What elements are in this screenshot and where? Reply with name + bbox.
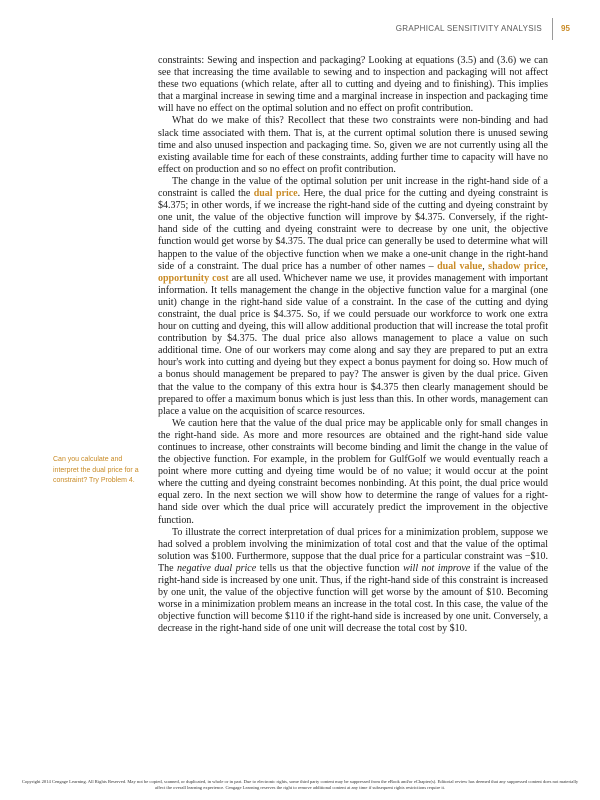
- page-header: [0, 0, 600, 40]
- paragraph-3-text-b: . Here, the dual price for the cutting and dyeing constraint is $4.375; in other words, if we increase the right-hand side of the cutting and dyeing constraint by one unit, the value of the objective function will improve by $4.375. Conversely, if the right-hand side of the cutting and dyeing constraint were to decrease by one unit, the objective function would get worse by $4.375. The dual price can generally be used to determine what will happen to the value of the objective function when we make a one-unit change in the right-hand side of a constraint. The dual price has a number of other names –: [158, 188, 548, 272]
- paragraph-4: We caution here that the value of the dual price may be applicable only for small changes in the right-hand side. As more and more resources are obtained and the right-hand side value continues to increase, other constraints will become binding and limit the change in the value of the objective function. For example, in the problem for GulfGolf we would eventually reach a point where more cutting and dyeing time would be of no value; it would occur at the point where the cutting and dyeing constraint becomes nonbinding. At this point, the dual price would equal zero. In the next section we will show how to determine the range of values for a right-hand side over which the dual price will accurately predict the improvement in the objective function.: [158, 417, 548, 526]
- paragraph-5-text-a: To illustrate the correct interpretation of dual prices for a minimization problem, suppose we had solved a problem involving the minimization of total cost and that the value of the optimal solution was $100. Furthermore, suppose that the dual price for a particular constraint was −$10. The: [158, 526, 548, 574]
- paragraph-3-text-a: The change in the value of the optimal solution per unit increase in the right-hand side of a constraint is called the: [158, 175, 548, 200]
- emphasis-will-not-improve: will not improve: [403, 562, 471, 574]
- term-opportunity-cost: opportunity cost: [158, 272, 229, 284]
- running-title: GRAPHICAL SENSITIVITY ANALYSIS: [395, 24, 542, 33]
- margin-note: Can you calculate and interpret the dual price for a constraint? Try Problem 4.: [53, 456, 139, 484]
- paragraph-1: constraints: Sewing and inspection and packaging? Looking at equations (3.5) and (3.6) we can see that increasing the time available to sewing and to inspection and packaging will not affect these two equations (which relate, after all to cutting and dyeing and to finishing). This implies that a marginal increase in sewing time and a marginal increase in inspection and packaging time will have no effect on the optimal solution and no effect on profit contribution.: [158, 55, 548, 115]
- paragraph-2: What do we make of this? Recollect that these two constraints were non-binding and had slack time associated with them. That is, at the current optimal solution there is unused sewing time and also unused inspection and packaging time. So, given we are not currently using all the existing available time for each of these constraints, adding further time to capacity will have no effect on production and so no effect on profit contribution.: [158, 115, 548, 175]
- term-separator: ,: [545, 260, 548, 272]
- header-divider: [552, 18, 553, 40]
- copyright-footer: Copyright 2014 Cengage Learning. All Rights Reserved. May not be copied, scanned, or duplicated, in whole or in part. Due to electronic rights, some third party content may be suppressed from the eBook and/or eChapter(s). Editorial review has deemed that any suppressed content does not materially affect the overall learning experience. Cengage Learning reserves the right to remove additional content at any time if subsequent rights restrictions require it.: [21, 779, 579, 790]
- paragraph-5-text-c: if the value of the right-hand side is increased by one unit. Thus, if the right-hand side of this constraint is increased by one unit, the value of the objective function will get worse by the amount of $10. Becoming worse in a minimization problem means an increase in the total cost. In this case, the value of the objective function will become $110 if the right-hand side is increased by one unit. Conversely, a decrease in the right-hand side of one unit will decrease the total cost by $10.: [158, 562, 549, 635]
- emphasis-negative-dual-price: negative dual price: [177, 562, 257, 574]
- term-separator: ,: [482, 260, 489, 272]
- term-dual-price: dual price: [253, 188, 298, 200]
- paragraph-5: [158, 527, 548, 636]
- paragraph-3-text-c: are all used. Whichever name we use, it provides management with important information. It tells management the change in the objective function value for a marginal (one unit) change in the right-hand side value of a constraint. In the case of the cutting and dying constraint, the dual price is $4.375. So, if we could persuade our workforce to work one extra hour on cutting and dyeing, this will allow additional production that will increase the total profit contribution by $4.375. The dual price also allows management to place a value on such additional time. One of our workers may come along and say they are prepared to put an extra hour's work into cutting and dyeing but they expect a bonus payment for doing so. How much of a bonus should management be prepared to pay? The answer is given by the dual price. Given that the value to the company of this extra hour is $4.375 then clearly management should be prepared to offer a maximum bonus which is just less than this. In other words, management can place a value on the acquisition of scarce resources.: [158, 272, 548, 417]
- paragraph-5-text-b: tells us that the objective function: [256, 562, 404, 574]
- term-shadow-price: shadow price: [488, 260, 546, 272]
- body-text: [158, 55, 548, 636]
- paragraph-3: [158, 176, 548, 418]
- page-number: 95: [561, 24, 570, 33]
- term-dual-value: dual value: [437, 260, 483, 272]
